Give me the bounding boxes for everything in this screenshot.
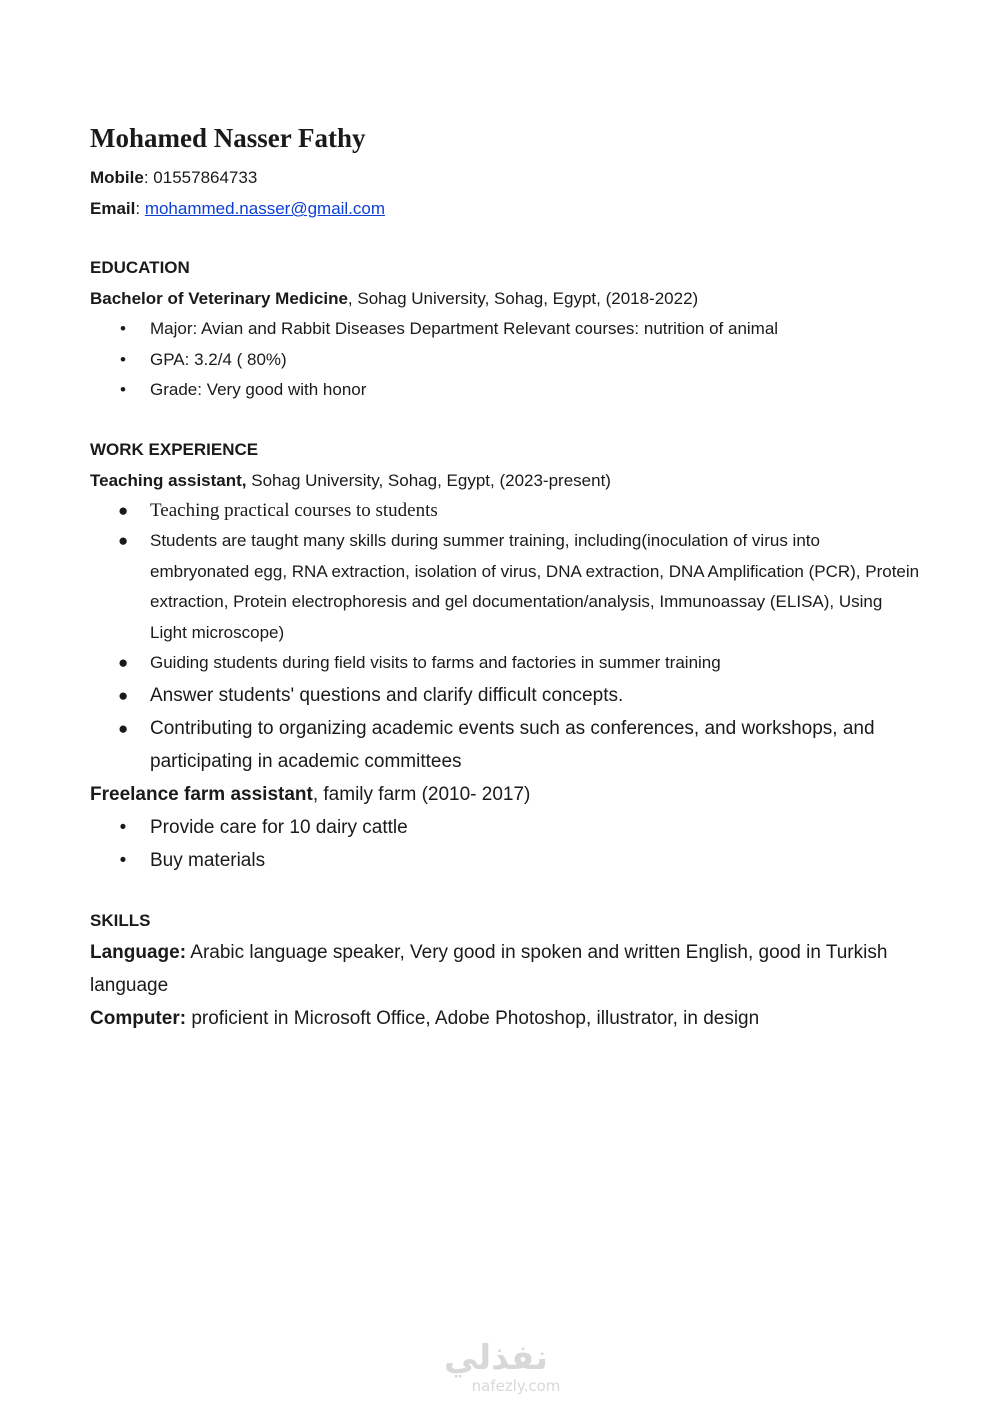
- computer-value: proficient in Microsoft Office, Adobe Photoshop, illustrator, in design: [186, 1007, 760, 1029]
- spacer: [90, 877, 920, 905]
- list-item: [90, 712, 920, 778]
- job1-title: Teaching assistant,: [90, 470, 247, 490]
- language-value: Arabic language speaker, Very good in spoken and written English, good in Turkish language: [90, 941, 888, 996]
- candidate-name: Mohamed Nasser Fathy: [90, 123, 366, 153]
- list-item-text: Contributing to organizing academic events such as conferences, and workshops, and participating in academic committees: [150, 717, 875, 772]
- job2-list: [90, 811, 920, 877]
- job1-list: [90, 496, 920, 778]
- degree-line: [90, 283, 920, 314]
- list-item: [90, 679, 920, 712]
- job2-title: Freelance farm assistant: [90, 783, 313, 805]
- education-heading: EDUCATION: [90, 258, 190, 277]
- watermark-arabic: نفذلي: [443, 1338, 549, 1378]
- bullet-icon: •: [119, 849, 127, 871]
- bullet-icon: •: [119, 816, 127, 838]
- job2-line: [90, 778, 920, 811]
- bullet-icon: ●: [118, 718, 129, 738]
- list-item-text: Provide care for 10 dairy cattle: [150, 816, 408, 838]
- list-item-text: Grade: Very good with honor: [150, 380, 367, 399]
- list-item-text: Students are taught many skills during summer training, including(inoculation of virus into embryonated egg, RNA extraction, isolation of virus, DNA extraction, DNA Amplification (PCR), Protein extraction, Protein electrophoresis and gel documentation/analysis, Immunoassay (ELISA), Using Light microscope): [150, 531, 920, 642]
- list-item: [90, 526, 920, 648]
- bullet-icon: ●: [118, 653, 129, 672]
- degree-title: Bachelor of Veterinary Medicine: [90, 289, 348, 308]
- list-item-text: Teaching practical courses to students: [150, 499, 438, 521]
- mobile-label: Mobile: [90, 168, 144, 187]
- spacer: [90, 406, 920, 434]
- computer-skill-line: [90, 1002, 920, 1035]
- bullet-icon: •: [120, 349, 126, 369]
- email-line: [90, 193, 920, 224]
- job1-line: [90, 465, 920, 496]
- job1-detail: Sohag University, Sohag, Egypt, (2023-present): [246, 470, 611, 490]
- computer-label: Computer:: [90, 1007, 187, 1029]
- list-item: [90, 345, 920, 376]
- list-item: [90, 844, 920, 877]
- list-item: [90, 648, 920, 679]
- list-item-text: Major: Avian and Rabbit Diseases Department Relevant courses: nutrition of animal: [150, 319, 779, 338]
- work-heading: WORK EXPERIENCE: [90, 439, 259, 459]
- resume-page: [90, 120, 920, 1035]
- bullet-icon: •: [120, 380, 126, 399]
- list-item: [90, 811, 920, 844]
- watermark-domain: nafezly.com: [471, 1377, 561, 1395]
- skills-heading: SKILLS: [90, 910, 151, 930]
- list-item-text: Answer students' questions and clarify difficult concepts.: [150, 684, 624, 706]
- list-item: [90, 375, 920, 406]
- email-link[interactable]: mohammed.nasser@gmail.com: [144, 199, 386, 218]
- email-separator: :: [135, 199, 145, 218]
- list-item-text: Buy materials: [150, 849, 266, 871]
- mobile-line: [90, 162, 920, 193]
- bullet-icon: ●: [118, 531, 129, 550]
- language-label: Language:: [90, 941, 187, 963]
- bullet-icon: •: [120, 319, 126, 338]
- list-item-text: GPA: 3.2/4 ( 80%): [150, 349, 287, 369]
- language-skill-line: [90, 936, 920, 1002]
- list-item: [90, 314, 920, 345]
- job2-detail: , family farm (2010- 2017): [312, 783, 531, 805]
- list-item: [90, 496, 920, 527]
- bullet-icon: ●: [118, 685, 129, 705]
- bullet-icon: ●: [118, 500, 129, 520]
- education-list: [90, 314, 920, 406]
- email-label: Email: [90, 199, 136, 218]
- degree-detail: , Sohag University, Sohag, Egypt, (2018-2022): [347, 289, 699, 308]
- mobile-value: : 01557864733: [143, 168, 258, 187]
- spacer: [90, 224, 920, 252]
- watermark-logo: [0, 1338, 992, 1394]
- list-item-text: Guiding students during field visits to farms and factories in summer training: [150, 653, 721, 672]
